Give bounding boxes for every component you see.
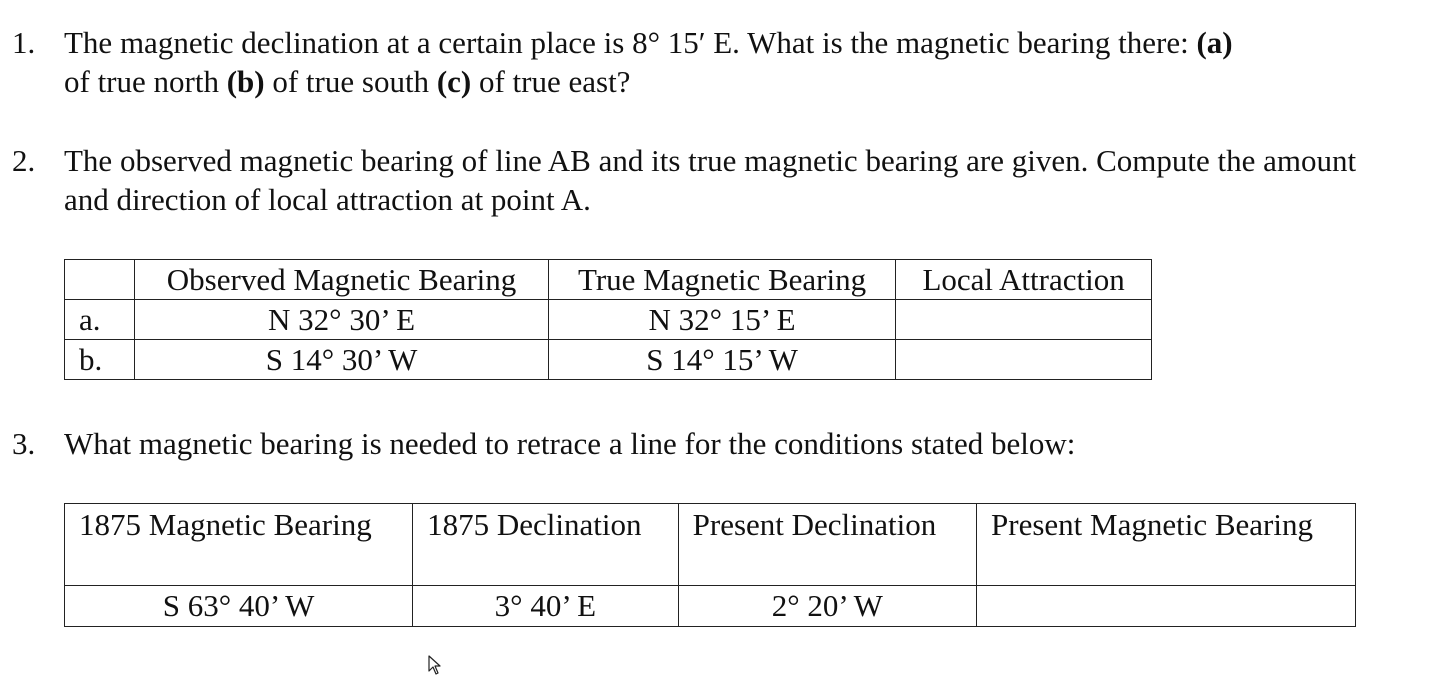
table-cell: N 32° 15’ E [548, 300, 895, 340]
table-cell: 2° 20’ W [678, 586, 976, 627]
question-text-part: of true south [264, 64, 437, 99]
table-cell [977, 586, 1356, 627]
question-text: The observed magnetic bearing of line AB and its true magnetic bearing are given. Compute the amount and direction of local attraction at point A. [64, 143, 1357, 217]
part-label-c: (c) [436, 64, 472, 99]
table-header-cell: Observed Magnetic Bearing [135, 260, 549, 300]
part-label-b: (b) [226, 64, 265, 99]
table-header-cell: True Magnetic Bearing [548, 260, 895, 300]
table-header-cell: Present Declination [678, 504, 976, 586]
table-header-cell: 1875 Magnetic Bearing [65, 504, 413, 586]
question-text-part: The magnetic declination at a certain place is 8° 15′ E. What is the magnetic bearing there: [64, 25, 1197, 60]
table-row [65, 340, 1152, 380]
table-header-row [65, 260, 1152, 300]
table-header-cell [65, 260, 135, 300]
table-cell: N 32° 30’ E [135, 300, 549, 340]
table-cell: 3° 40’ E [413, 586, 679, 627]
table-header-cell: Local Attraction [896, 260, 1152, 300]
table-header-cell: 1875 Declination [413, 504, 679, 586]
table-header-cell: Present Magnetic Bearing [977, 504, 1356, 586]
question-number: 2. [12, 143, 36, 178]
table-cell [896, 340, 1152, 380]
row-label: a. [65, 300, 135, 340]
table-header-row [65, 504, 1356, 586]
table-cell: S 14° 30’ W [135, 340, 549, 380]
question-text-part: of true north [64, 64, 227, 99]
table-cell: S 63° 40’ W [65, 586, 413, 627]
retrace-bearing-table [64, 503, 1356, 627]
table-row [65, 586, 1356, 627]
mouse-pointer-icon [428, 655, 442, 675]
question-number: 1. [12, 25, 36, 60]
table-row [65, 300, 1152, 340]
local-attraction-table [64, 259, 1152, 380]
question-text-part: of true east? [471, 64, 631, 99]
row-label: b. [65, 340, 135, 380]
table-cell: S 14° 15’ W [548, 340, 895, 380]
table-cell [896, 300, 1152, 340]
part-label-a: (a) [1196, 25, 1233, 60]
question-number: 3. [12, 426, 36, 461]
question-text [64, 23, 1404, 101]
question-text: What magnetic bearing is needed to retrace a line for the conditions stated below: [64, 426, 1076, 461]
